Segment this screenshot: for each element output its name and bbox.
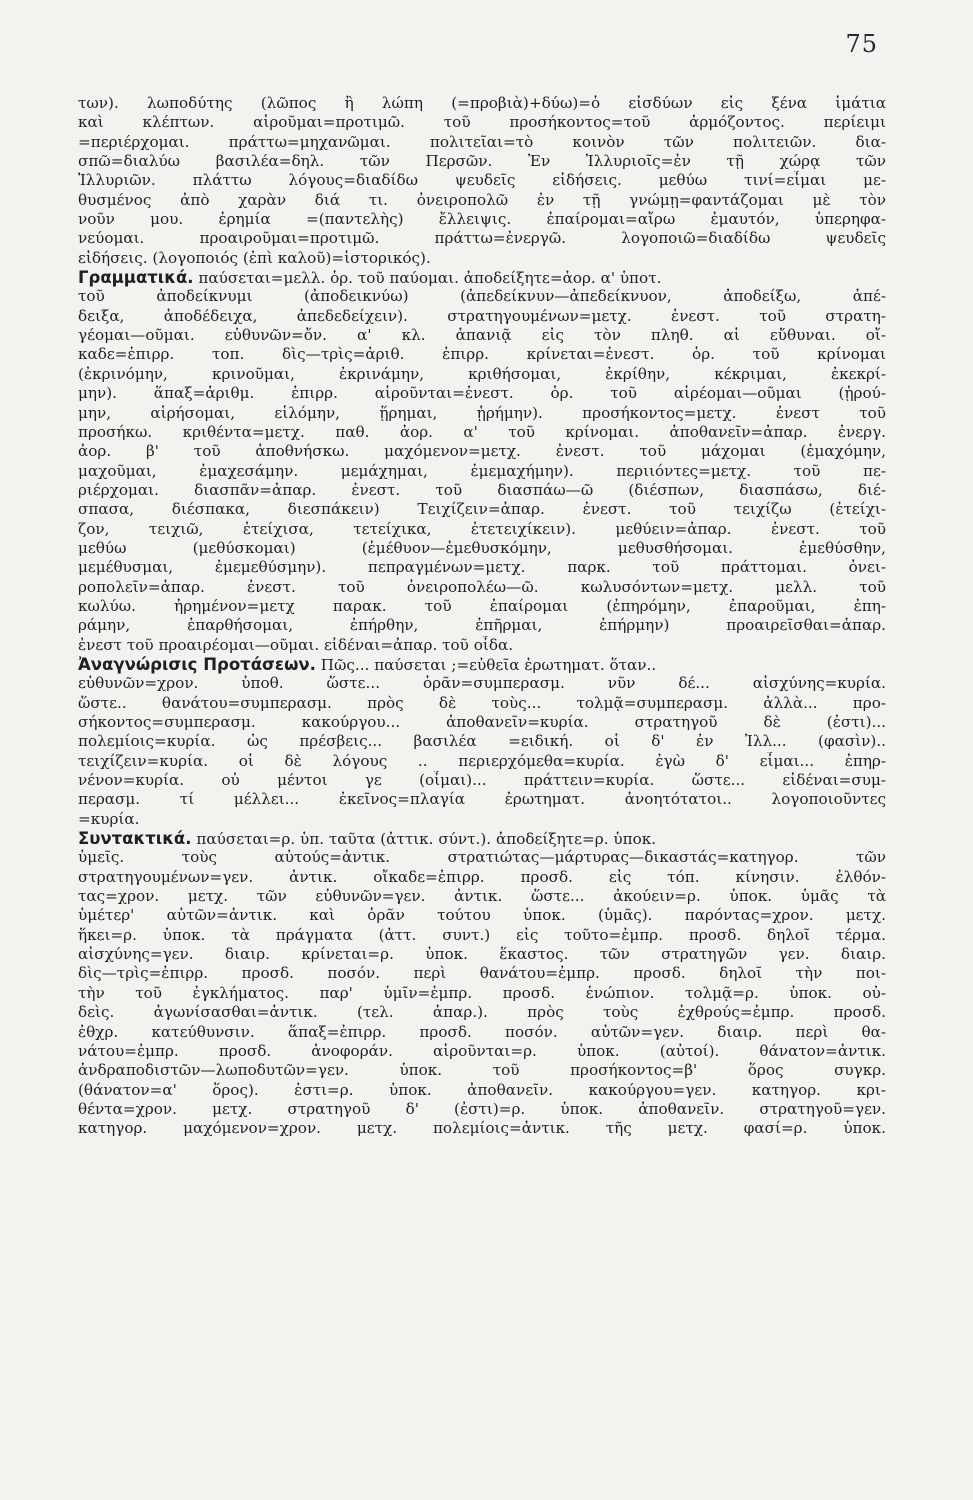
text-line: κωλύω. ἠρημένον=μετχ παρακ. τοῦ ἐπαίρομαι (ἐπηρόμην, ἐπαροῦμαι, ἐπη- [78,596,886,615]
text-line: μεθύω (μεθύσκομαι) (ἐμέθυον—ἐμεθυσκόμην, μεθυσθήσομαι. ἐμεθύσθην, [78,538,886,557]
text-line: παύσεται=ρ. ὑπ. ταῦτα (ἀττικ. σύντ.). ἀποδείξητε=ρ. ὑποκ. [196,830,657,849]
text-line: προσήκω. κριθέντα=μετχ. παθ. ἀορ. α' τοῦ κρίνομαι. ἀποθανεῖν=ἀπαρ. ἐνεργ. [78,422,886,441]
text-line: των). λωποδύτης (λῶπος ἢ λώπη (=προβιὰ)+δύω)=ὁ εἰσδύων εἰς ξένα ἱμάτια [78,94,886,112]
text-line: ἀνδραποδιστῶν—λωποδυτῶν=γεν. ὑποκ. τοῦ προσήκοντος=β' ὅρος συγκρ. [78,1061,886,1080]
section-line-syntaktika [78,829,886,848]
text-line: ὥστε.. θανάτου=συμπερασμ. πρὸς δὲ τοὺς... τολμᾷ=συμπερασμ. ἀλλὰ... προ- [78,693,886,712]
text-line: περασμ. τί μέλλει... ἐκεῖνος=πλαγία ἐρωτηματ. ἀνοητότατοι.. λογοποιοῦντες [78,790,886,809]
section-heading-anagnorisis: Ἀναγνώρισις Προτάσεων. [78,654,316,674]
text-line: κατηγορ. μαχόμενον=χρον. μετχ. πολεμίοις=ἀντικ. τῆς μετχ. φασί=ρ. ὑποκ. [78,1119,886,1138]
text-line: ἐθχρ. κατεύθυνσιν. ἅπαξ=ἐπιρρ. προσδ. ποσόν. αὐτῶν=γεν. διαιρ. περὶ θα- [78,1022,886,1041]
section-line-grammatika [78,268,886,287]
text-line: στρατηγουμένων=γεν. ἀντικ. οἴκαδε=ἐπιρρ. προσδ. εἰς τόπ. κίνησιν. ἐλθόν- [78,867,886,886]
text-line: σπασα, διέσπακα, διεσπάκειν) Τειχίζειν=ἀπαρ. ἐνεστ. τοῦ τειχίζω (ἐτείχι- [78,500,886,519]
text-line: ριέρχομαι. διασπᾶν=ἀπαρ. ἐνεστ. τοῦ διασπάω—ῶ (διέσπων, διασπάσω, διέ- [78,480,886,499]
text-line: καδε=ἐπιρρ. τοπ. δὶς—τρὶς=ἀριθ. ἐπιρρ. κρίνεται=ἐνεστ. ὁρ. τοῦ κρίνομαι [78,345,886,364]
text-line: ράμην, ἐπαρθήσομαι, ἐπήρθην, ἐπῆρμαι, ἐπήρμην) προαιρεῖσθαι=ἀπαρ. [78,616,886,635]
text-line: νεύομαι. προαιροῦμαι=προτιμῶ. πράττω=ἐνεργῶ. λογοποιῶ=διαδίδω ψευδεῖς [78,229,886,248]
text-line: ἐνεστ τοῦ προαιρέομαι—οῦμαι. εἰδέναι=ἀπαρ. τοῦ οἶδα. [78,635,514,654]
text-line: εἰδήσεις. (λογοποιός (ἐπὶ καλοῦ)=ἱστορικός). [78,248,431,267]
text-line: μην, αἱρήσομαι, εἱλόμην, ᾕρημαι, ᾑρήμην). προσήκοντος=μετχ. ἐνεστ τοῦ [78,403,886,422]
text-line: νάτου=ἐμπρ. προσδ. ἀνοφοράν. αἱροῦνται=ρ. ὑποκ. (αὐτοί). θάνατον=ἀντικ. [78,1041,886,1060]
text-line: Πῶς... παύσεται ;=εὐθεῖα ἐρωτηματ. ὅταν.. [320,655,657,674]
text-line: τειχίζειν=κυρία. οἱ δὲ λόγους .. περιερχόμεθα=κυρία. ἐγὼ δ' εἶμαι... ἐπηρ- [78,751,886,770]
text-line: ὑμέτερ' αὐτῶν=ἀντικ. καὶ ὁρᾶν τούτου ὑποκ. (ὑμᾶς). παρόντας=χρον. μετχ. [78,906,886,925]
text-line: ἀορ. β' τοῦ ἀποθνήσκω. μαχόμενον=μετχ. ἐνεστ. τοῦ μάχομαι (ἐμαχόμην, [78,442,886,461]
text-line: γέομαι—οῦμαι. εὐθυνῶν=ὄν. α' κλ. ἁπανιᾷ εἰς τὸν πληθ. αἱ εὔθυναι. οἴ- [78,326,886,345]
text-line: ζον, τειχιῶ, ἐτείχισα, τετείχικα, ἐτετειχίκειν). μεθύειν=ἀπαρ. ἐνεστ. τοῦ [78,519,886,538]
text-line [78,1139,886,1158]
text-line: νοῦν μου. ἐρημία =(παντελὴς) ἔλλειψις. ἐπαίρομαι=αἴρω ἐμαυτόν, ὑπερηφα- [78,210,886,229]
text-line: τοῦ ἀποδείκνυμι (ἀποδεικνύω) (ἀπεδείκνυν—ἀπεδείκνυον, ἀποδείξω, ἀπέ- [78,287,886,306]
text-line: αἰσχύνης=γεν. διαιρ. κρίνεται=ρ. ὑποκ. ἕκαστος. τῶν στρατηγῶν γεν. διαιρ. [78,945,886,964]
text-line: σπῶ=διαλύω βασιλέα=δηλ. τῶν Περσῶν. Ἐν Ἰλλυριοῖς=ἐν τῇ χώρᾳ τῶν [78,152,886,171]
text-line: (θάνατον=α' ὅρος). ἐστι=ρ. ὑποκ. ἀποθανεῖν. κακούργου=γεν. κατηγορ. κρι- [78,1080,886,1099]
section-heading-syntaktika: Συντακτικά. [78,829,192,849]
text-line: ροπολεῖν=ἀπαρ. ἐνεστ. τοῦ ὀνειροπολέω—ῶ. κωλυσόντων=μετχ. μελλ. τοῦ [78,577,886,596]
text-line: καὶ κλέπτων. αἱροῦμαι=προτιμῶ. τοῦ προσήκοντος=τοῦ ἁρμόζοντος. περίειμι [78,113,886,132]
text-line: =περιέρχομαι. πράττω=μηχανῶμαι. πολιτεῖαι=τὸ κοινὸν τῶν πολιτειῶν. δια- [78,132,886,151]
text-line: =κυρία. [78,809,140,828]
text-line: θυσμένος ἀπὸ χαρὰν διά τι. ὀνειροπολῶ ἐν τῇ γνώμῃ=φαντάζομαι μὲ τὸν [78,190,886,209]
text-line: (ἐκρινόμην, κρινοῦμαι, ἐκρινάμην, κριθήσομαι, ἐκρίθην, κέκριμαι, ἐκεκρί- [78,364,886,383]
text-line: πολεμίοις=κυρία. ὡς πρέσβεις... βασιλέα =ειδική. οἱ δ' ἐν Ἰλλ... (φασὶν).. [78,732,886,751]
text-line: ἥκει=ρ. ὑποκ. τὰ πράγματα (ἀττ. συντ.) εἰς τοῦτο=ἐμπρ. προσδ. δηλοῖ τέρμα. [78,925,886,944]
text-line: μεμέθυσμαι, ἐμεμεθύσμην). πεπραγμένων=μετχ. παρκ. τοῦ πράττομαι. ὀνει- [78,558,886,577]
text-line: νένον=κυρία. οὐ μέντοι γε (οἶμαι)... πράττειν=κυρία. ὥστε... εἰδέναι=συμ- [78,771,886,790]
section-heading-grammatika: Γραμματικά. [78,268,194,288]
text-line: τας=χρον. μετχ. τῶν εὐθυνῶν=γεν. ἀντικ. ὥστε... ἀκούειν=ρ. ὑποκ. ὑμᾶς τὰ [78,887,886,906]
page-number: 75 [845,30,878,58]
text-line: μαχοῦμαι, ἐμαχεσάμην. μεμάχημαι, ἐμεμαχήμην). περιιόντες=μετχ. τοῦ πε- [78,461,886,480]
text-line: εὐθυνῶν=χρον. ὑποθ. ὥστε... ὁρᾶν=συμπερασμ. νῦν δέ... αἰσχύνης=κυρία. [78,674,886,693]
text-line: τὴν τοῦ ἐγκλήματος. παρ' ὑμῖν=ἐμπρ. προσδ. ἐνώπιον. τολμᾷ=ρ. ὑποκ. οὐ- [78,983,886,1002]
text-line: θέντα=χρον. μετχ. στρατηγοῦ δ' (ἐστι)=ρ. ὑποκ. ἀποθανεῖν. στρατηγοῦ=γεν. [78,1099,886,1118]
text-line: μην). ἅπαξ=ἀριθμ. ἐπιρρ. αἱροῦνται=ἐνεστ. ὁρ. τοῦ αἱρέομαι—οῦμαι (ᾑρού- [78,384,886,403]
text-line: Ἰλλυριῶν. πλάττω λόγους=διαδίδω ψευδεῖς εἰδήσεις. μεθύω τινί=εἶμαι με- [78,171,886,190]
text-line: δειξα, ἀποδέδειχα, ἀπεδεδείχειν). στρατηγουμένων=μετχ. ἐνεστ. τοῦ στρατη- [78,306,886,325]
text-line: ὑμεῖς. τοὺς αὐτούς=ἀντικ. στρατιώτας—μάρτυρας—δικαστάς=κατηγορ. τῶν [78,848,886,867]
text-line: δὶς—τρὶς=ἐπιρρ. προσδ. ποσόν. περὶ θανάτου=ἐμπρ. προσδ. δηλοῖ τὴν ποι- [78,964,886,983]
text-line: δεὶς. ἀγωνίσασθαι=ἀντικ. (τελ. ἀπαρ.). πρὸς τοὺς ἐχθρούς=ἐμπρ. προσδ. [78,1003,886,1022]
section-line-anagnorisis [78,655,886,674]
text-line: παύσεται=μελλ. ὁρ. τοῦ παύομαι. ἀποδείξητε=ἀορ. α' ὑποτ. [198,269,662,288]
text-block [78,94,886,1158]
text-line: σήκοντος=συμπερασμ. κακούργου... ἀποθανεῖν=κυρία. στρατηγοῦ δὲ (ἐστι)... [78,713,886,731]
